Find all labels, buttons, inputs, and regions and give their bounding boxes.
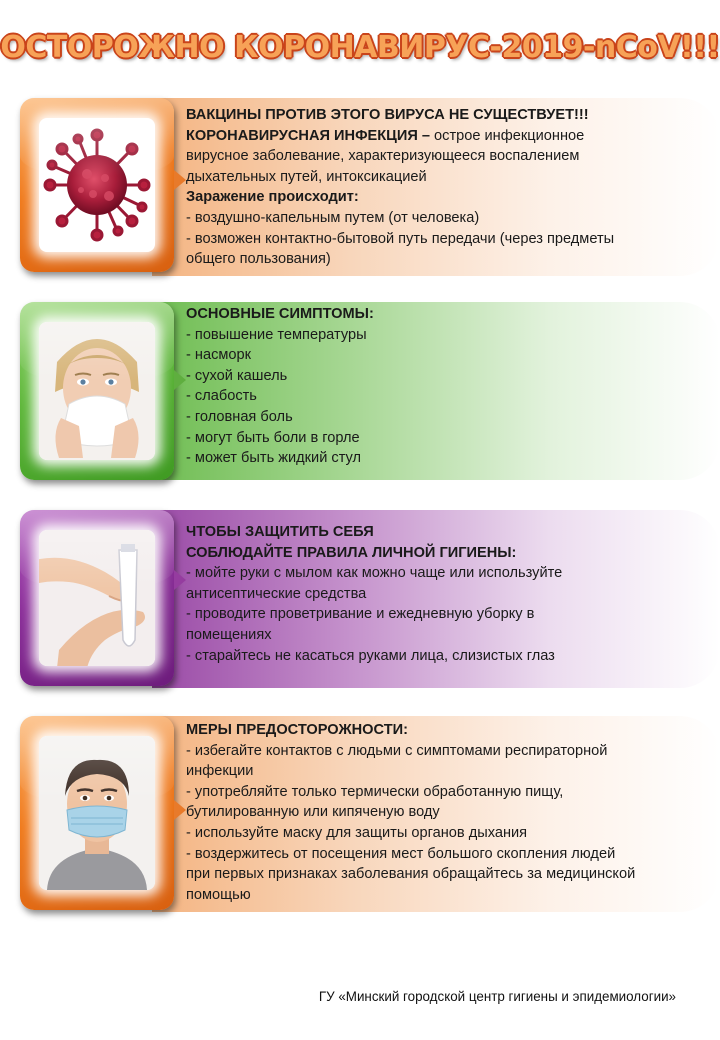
- text-line: - могут быть боли в горле: [186, 429, 360, 446]
- section-precautions: [0, 716, 720, 912]
- text-line: антисептические средства: [186, 585, 367, 602]
- image-tile: [20, 302, 174, 480]
- section-text: [186, 304, 706, 469]
- pointer-arrow: [174, 800, 186, 820]
- text-line: - возможен контактно-бытовой путь передачи (через предметы: [186, 230, 615, 247]
- image-tile: [20, 716, 174, 910]
- text-line: - старайтесь не касаться руками лица, слизистых глаз: [186, 647, 555, 664]
- text-line: помещениях: [186, 626, 272, 643]
- section-no-vaccine: [0, 98, 720, 276]
- text-line: - воздержитесь от посещения мест большого скопления людей: [186, 845, 616, 862]
- pointer-arrow: [174, 370, 186, 390]
- text-line: - избегайте контактов с людьми с симптомами респираторной: [186, 742, 608, 759]
- text-line: ЧТОБЫ ЗАЩИТИТЬ СЕБЯ: [186, 524, 374, 540]
- pointer-arrow: [174, 570, 186, 590]
- text-line: - повышение температуры: [186, 326, 367, 343]
- text-line: СОБЛЮДАЙТЕ ПРАВИЛА ЛИЧНОЙ ГИГИЕНЫ:: [186, 544, 517, 561]
- page-title: ОСТОРОЖНО КОРОНАВИРУС-2019-nCoV!!!: [0, 30, 720, 65]
- text-line: Заражение происходит:: [186, 189, 359, 206]
- coronavirus-virus-icon: [39, 118, 155, 252]
- man-in-mask-photo: [39, 736, 155, 890]
- text-line: ОСНОВНЫЕ СИМПТОМЫ:: [186, 306, 374, 322]
- text-line: - насморк: [186, 347, 252, 364]
- text-line: - воздушно-капельным путем (от человека): [186, 209, 480, 226]
- text-line: КОРОНАВИРУСНАЯ ИНФЕКЦИЯ – острое инфекционное: [186, 127, 585, 144]
- text-line: - может быть жидкий стул: [186, 450, 362, 467]
- text-line: - проводите проветривание и ежедневную уборку в: [186, 606, 535, 623]
- text-line: помощью: [186, 886, 251, 903]
- text-line: МЕРЫ ПРЕДОСТОРОЖНОСТИ:: [186, 722, 408, 738]
- text-line: ВАКЦИНЫ ПРОТИВ ЭТОГО ВИРУСА НЕ СУЩЕСТВУЕТ!!!: [186, 107, 589, 123]
- organization-footer: ГУ «Минский городской центр гигиены и эпидемиологии»: [318, 989, 676, 1004]
- section-text: [186, 522, 706, 666]
- text-line: общего пользования): [186, 251, 331, 268]
- section-text: [186, 720, 706, 905]
- section-text: [186, 105, 706, 270]
- text-line: бутилированную или кипяченую воду: [186, 804, 440, 821]
- image-tile: [20, 510, 174, 686]
- text-line: - употребляйте только термически обработанную пищу,: [186, 783, 564, 800]
- sneezing-woman-photo: [39, 322, 155, 460]
- text-line: - сухой кашель: [186, 367, 288, 384]
- text-line: - мойте руки с мылом как можно чаще или используйте: [186, 565, 563, 582]
- section-symptoms: [0, 302, 720, 480]
- pointer-arrow: [174, 170, 186, 190]
- text-line: при первых признаках заболевания обращайтесь за медицинской: [186, 866, 636, 883]
- image-tile: [20, 98, 174, 272]
- text-line: инфекции: [186, 763, 254, 780]
- washing-hands-photo: [39, 530, 155, 666]
- text-line: - головная боль: [186, 408, 293, 425]
- text-line: дыхательных путей, интоксикацией: [186, 168, 427, 185]
- text-line: - используйте маску для защиты органов дыхания: [186, 824, 528, 841]
- text-line: вирусное заболевание, характеризующееся воспалением: [186, 148, 580, 165]
- text-line: - слабость: [186, 388, 257, 405]
- section-hygiene: [0, 510, 720, 688]
